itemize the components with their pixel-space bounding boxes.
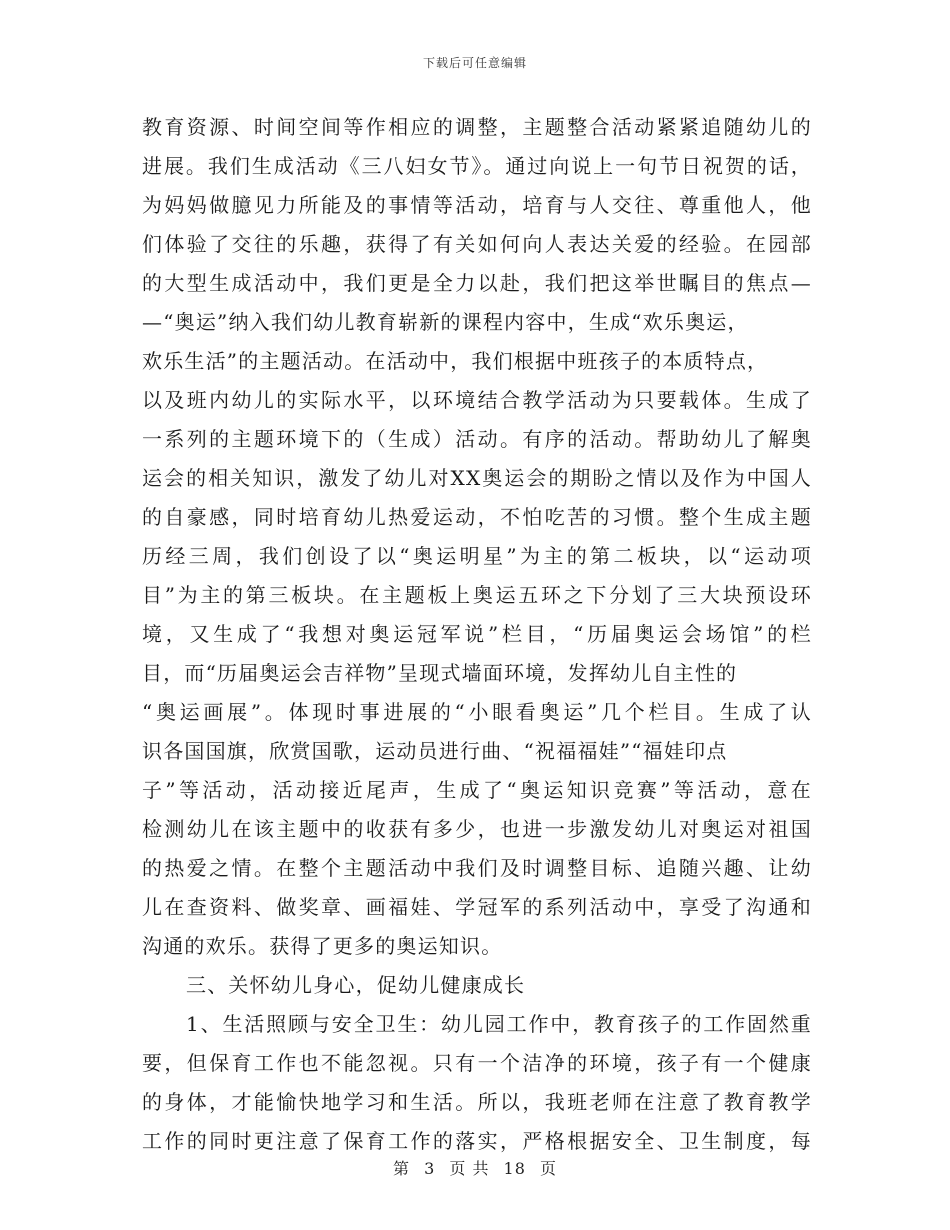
- text-line: 识各国国旗，欣赏国歌，运动员进行曲、“祝福福娃”“福娃印点: [142, 739, 728, 763]
- footer-prefix: 第: [392, 1159, 410, 1178]
- text-line: 工作的同时更注意了保育工作的落实，严格根据安全、卫生制度，每: [142, 1129, 812, 1153]
- text-line: 的身体，才能愉快地学习和生活。所以，我班老师在注意了教育教学: [142, 1090, 812, 1114]
- text-line: 境，又生成了“我想对奥运冠军说”栏目，“历届奥运会场馆”的栏: [142, 622, 812, 646]
- text-line: 1、生活照顾与安全卫生：幼儿园工作中，教育孩子的工作固然重: [186, 1012, 812, 1036]
- text-line: “奥运画展”。体现时事进展的“小眼看奥运”几个栏目。生成了认: [142, 700, 812, 724]
- text-line: 目，而“历届奥运会吉祥物”呈现式墙面环境，发挥幼儿自主性的: [142, 661, 738, 685]
- text-line: 沟通的欢乐。获得了更多的奥运知识。: [142, 934, 503, 958]
- text-line: 教育资源、时间空间等作相应的调整，主题整合活动紧紧追随幼儿的: [142, 115, 812, 139]
- text-line: 儿在查资料、做奖章、画福娃、学冠军的系列活动中，享受了沟通和: [142, 895, 812, 919]
- text-line: 进展。我们生成活动《三八妇女节》。通过向说上一句节日祝贺的话，: [142, 154, 812, 178]
- total-pages-number: 18: [503, 1159, 526, 1178]
- footer-suffix: 页: [540, 1159, 558, 1178]
- text-line: 欢乐生活”的主题活动。在活动中，我们根据中班孩子的本质特点，: [142, 349, 769, 373]
- text-line: 们体验了交往的乐趣，获得了有关如何向人表达关爱的经验。在园部: [142, 232, 812, 256]
- text-line: 检测幼儿在该主题中的收获有多少，也进一步激发幼儿对奥运对祖国: [142, 817, 812, 841]
- text-line: 目”为主的第三板块。在主题板上奥运五环之下分划了三大块预设环: [142, 583, 812, 607]
- text-line: —“奥运”纳入我们幼儿教育崭新的课程内容中，生成“欢乐奥运，: [142, 310, 749, 334]
- section-heading: 三、关怀幼儿身心，促幼儿健康成长: [186, 973, 526, 997]
- text-line: 的自豪感，同时培育幼儿热爱运动，不怕吃苦的习惯。整个生成主题: [142, 505, 812, 529]
- text-line: 要，但保育工作也不能忽视。只有一个洁净的环境，孩子有一个健康: [142, 1051, 812, 1075]
- footer-middle: 页 共: [449, 1159, 490, 1178]
- text-line: 的热爱之情。在整个主题活动中我们及时调整目标、追随兴趣、让幼: [142, 856, 812, 880]
- body-text: [142, 108, 812, 1161]
- page-footer: [0, 1156, 950, 1179]
- text-line: 子”等活动，活动接近尾声，生成了“奥运知识竞赛”等活动，意在: [142, 778, 812, 802]
- text-line: 为妈妈做臆见力所能及的事情等活动，培育与人交往、尊重他人，他: [142, 193, 812, 217]
- text-line: 历经三周，我们创设了以“奥运明星”为主的第二板块，以“运动项: [142, 544, 812, 568]
- current-page-number: 3: [424, 1159, 436, 1178]
- text-line: 以及班内幼儿的实际水平，以环境结合教学活动为只要载体。生成了: [142, 388, 812, 412]
- text-line: 一系列的主题环境下的（生成）活动。有序的活动。帮助幼儿了解奥: [142, 427, 812, 451]
- text-line: 的大型生成活动中，我们更是全力以赴，我们把这举世瞩目的焦点—: [142, 271, 812, 295]
- page-header: 下载后可任意编辑: [422, 56, 527, 70]
- text-line: 运会的相关知识，激发了幼儿对XX奥运会的期盼之情以及作为中国人: [142, 466, 812, 490]
